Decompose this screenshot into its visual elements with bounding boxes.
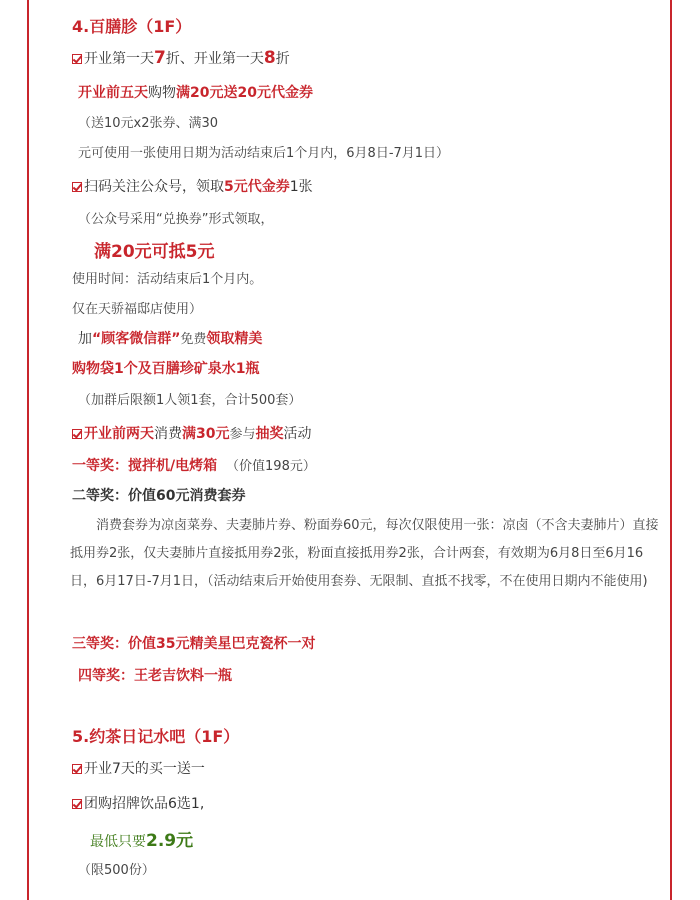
section-4-title: 4.百膳胗（1F） [72,17,192,36]
item-text: 消费 [154,426,182,442]
first-prize-value: （价值198元） [226,459,316,474]
item-text: 参与 [229,427,256,442]
first-prize-label: 一等奖：搅拌机/电烤箱 [72,458,218,474]
discount-7: 7 [154,48,166,68]
second-prize: 二等奖：价值60元消费套券 [72,488,246,504]
coupon-note-line2: 元可使用一张使用日期为活动结束后1个月内，6月8日-7月1日） [78,146,450,161]
lottery-item [72,423,312,443]
promo-period: 开业前五天 [78,85,148,101]
first-prize [72,455,316,475]
promo-text: 购物 [148,85,176,101]
item-text: 1张 [289,179,313,195]
voucher-note: （公众号采用“兑换券”形式领取， [78,212,274,227]
group-buy-item [72,793,204,813]
checked-box-icon [72,429,82,439]
second-prize-description: 消费套券为凉卤菜券、夫妻肺片券、粉面券60元，每次仅限使用一张：凉卤（不含夫妻肺片）直接抵用券2张，仅夫妻肺片直接抵用券2张，粉面直接抵用券2张，合计两套，有效期为6月8日至6月16日，6月17日-7月1日，（活动结束后开始使用套券、无限制、直抵不找零，不在使用日期内不能使用) [70,518,659,589]
wechat-follow-item [72,176,313,196]
item-text: 开业第一天 [84,51,154,67]
lottery-word: 抽奖 [255,426,284,442]
voucher-offer: 满20元可抵5元 [94,242,215,262]
price-prefix: 最低只要 [90,834,146,850]
voucher-amount: 5元代金券 [224,179,290,195]
item-text: 活动 [283,426,312,442]
opening-discount-item [72,48,290,68]
fourth-prize: 四等奖：王老吉饮料一瓶 [78,668,232,684]
gift-limit-note: （加群后限额1人领1套，合计500套） [78,393,302,408]
coupon-note-line1: （送10元x2张券、满30 [78,116,219,131]
left-border [27,0,29,900]
promo-text: 免费 [180,332,207,347]
item-text: 团购招牌饮品6选1, [84,796,205,812]
promo-offer: 满20元送20元代金券 [176,85,313,101]
quantity-limit: （限500份） [78,863,155,878]
discount-8: 8 [263,48,276,68]
coupon-promo [78,82,313,102]
lottery-period: 开业前两天 [84,426,154,442]
checked-box-icon [72,54,82,64]
promo-text: 加 [78,331,92,347]
item-text: 折、开业第一天 [165,51,264,67]
lottery-threshold: 满30元 [182,426,230,442]
checked-box-icon [72,799,82,809]
voucher-usage-time: 使用时间：活动结束后1个月内。 [72,272,263,287]
wechat-group-name: “顾客微信群” [92,331,181,347]
item-text: 折 [275,51,290,67]
price-line [90,826,193,851]
voucher-store-limit: 仅在天骄福邸店使用） [72,302,203,317]
item-text: 扫码关注公众号，领取 [84,179,224,195]
checked-box-icon [72,764,82,774]
checked-box-icon [72,182,82,192]
bogo-item [72,758,205,778]
promo-gift: 领取精美 [206,331,263,347]
wechat-group-promo [78,328,262,348]
price-amount: 2.9元 [146,831,194,851]
section-5-title: 5.约茶日记水吧（1F） [72,727,240,746]
third-prize: 三等奖：价值35元精美星巴克瓷杯一对 [72,636,316,652]
right-border [670,0,672,900]
gift-detail: 购物袋1个及百膳珍矿泉水1瓶 [72,361,260,377]
item-text: 开业7天的买一送一 [84,761,205,777]
